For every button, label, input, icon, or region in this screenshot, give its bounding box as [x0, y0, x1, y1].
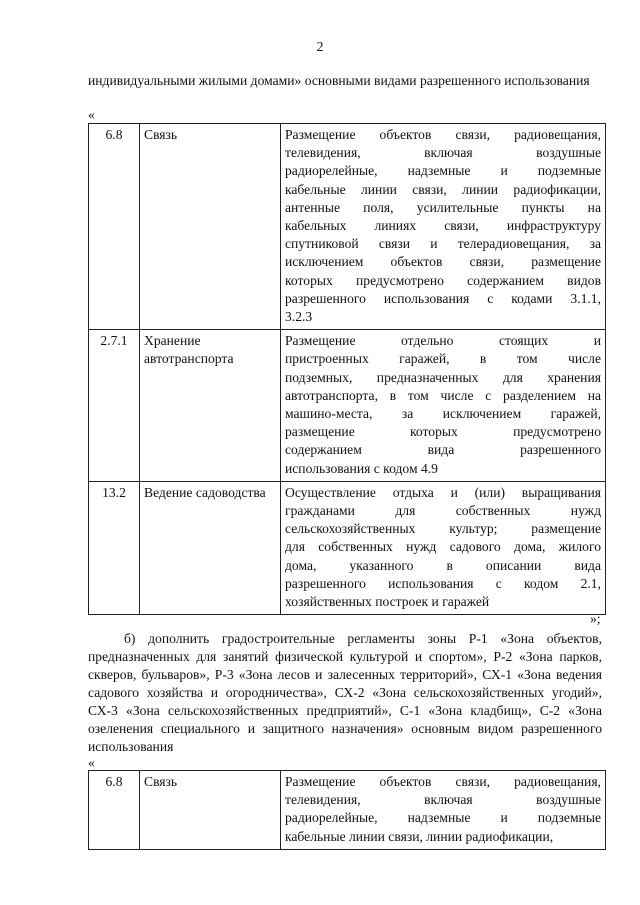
description-line: которых предусмотрено содержанием видов	[285, 272, 601, 288]
description-line: гражданами для собственных нужд	[285, 503, 601, 519]
table-row	[89, 124, 606, 330]
description-line: подземных, предназначенных для хранения	[285, 369, 601, 385]
description-line: использования с кодом 4.9	[285, 460, 438, 476]
table-row	[89, 330, 606, 482]
quote-open-mark: «	[88, 755, 95, 770]
description-line: хозяйственных построек и гаражей	[285, 594, 490, 610]
paragraph-b: б) дополнить градостроительные регламенты зоны Р-1 «Зона объектов, предназначенных для занятий физической культурой и спортом», Р-2 «Зона парков, скверов, бульваров», Р-3 «Зона лесов и залесенных территорий», СХ-1 «Зона ведения садового хозяйства и огородничества», СХ-2 «Зона сельскохозяйственных угодий», СХ-3 «Зона сельскохозяйственных предприятий», С-1 «Зона кладбищ», С-2 «Зона озеленения специального и защитного назначения» основным видом разрешенного использования	[88, 631, 602, 754]
row-code: 13.2	[89, 481, 140, 614]
description-line: пристроенных гаражей, в том числе	[285, 351, 601, 367]
description-line: Размещение отдельно стоящих и	[285, 333, 601, 349]
table-row	[89, 481, 606, 614]
land-use-table-1	[88, 123, 606, 615]
row-name: Связь	[140, 124, 281, 330]
description-line: дома, указанного в описании вида	[285, 557, 601, 573]
intro-paragraph: индивидуальными жилыми домами» основными видами разрешенного использования	[88, 73, 590, 88]
table-row	[89, 771, 606, 850]
description-line: телевидения, включая воздушные	[285, 145, 601, 161]
row-code: 6.8	[89, 124, 140, 330]
description-line: для собственных нужд садового дома, жилого	[285, 539, 601, 555]
description-line: спутниковой связи и телерадиовещания, за	[285, 236, 601, 252]
row-description	[281, 481, 606, 614]
description-line: кабельные линии связи, линии радиофикации,	[285, 181, 601, 197]
description-line: машино-места, за исключением гаражей,	[285, 406, 601, 422]
description-line: разрешенного использования с кодом 2.1,	[285, 575, 601, 591]
description-line: разрешенного использования с кодами 3.1.1,	[285, 290, 601, 306]
description-line: содержанием вида разрешенного	[285, 442, 601, 458]
row-description	[281, 330, 606, 482]
description-line: 3.2.3	[285, 309, 313, 325]
row-name: Хранение автотранспорта	[140, 330, 281, 482]
row-code: 2.7.1	[89, 330, 140, 482]
description-line: радиорелейные, надземные и подземные	[285, 810, 601, 826]
description-line: Осуществление отдыха и (или) выращивания	[285, 484, 601, 500]
description-line: исключением объектов связи, размещение	[285, 254, 601, 270]
description-line: размещение которых предусмотрено	[285, 424, 601, 440]
quote-open-mark: «	[88, 107, 95, 122]
description-line: телевидения, включая воздушные	[285, 792, 601, 808]
description-line: Размещение объектов связи, радиовещания,	[285, 127, 601, 142]
row-description	[281, 771, 606, 850]
description-line: кабельные линии связи, линии радиофикации,	[285, 828, 554, 844]
description-line: кабельных линиях связи, инфраструктуру	[285, 218, 601, 234]
quote-close-mark: »;	[590, 611, 601, 626]
description-line: сельскохозяйственных культур; размещение	[285, 521, 601, 537]
description-line: радиорелейные, надземные и подземные	[285, 163, 601, 179]
page-number: 2	[316, 40, 324, 55]
description-line: антенные поля, усилительные пункты на	[285, 199, 601, 215]
row-code: 6.8	[89, 771, 140, 850]
description-line: Размещение объектов связи, радиовещания,	[285, 774, 601, 789]
land-use-table-2	[88, 770, 606, 850]
row-name: Связь	[140, 771, 281, 850]
description-line: автотранспорта, в том числе с разделением на	[285, 387, 601, 403]
row-description	[281, 124, 606, 330]
row-name: Ведение садоводства	[140, 481, 281, 614]
